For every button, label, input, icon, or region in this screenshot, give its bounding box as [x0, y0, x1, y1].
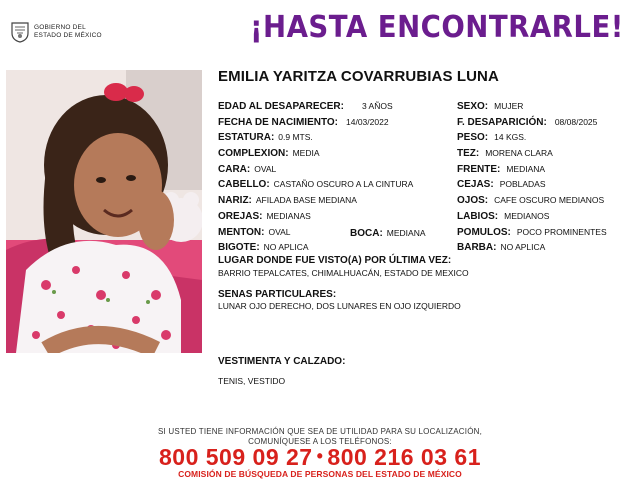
field-label: SEXO:	[457, 101, 489, 112]
phone-number-2[interactable]: 800 216 03 61	[327, 444, 481, 470]
commission-name: COMISIÓN DE BÚSQUEDA DE PERSONAS DEL ESTADO DE MÉXICO	[178, 469, 462, 479]
phone-number-1[interactable]: 800 509 09 27	[159, 444, 313, 470]
marks-label: SENAS PARTICULARES:	[218, 289, 337, 300]
field-label: CABELLO:	[218, 179, 270, 190]
field-value: MEDIA	[292, 148, 320, 158]
phone-numbers	[0, 444, 640, 471]
footer-info-line2: COMUNÍQUESE A LOS TELÉFONOS:	[248, 437, 392, 446]
field-label: FRENTE:	[457, 164, 501, 175]
field-value: 14 KGS.	[494, 132, 527, 142]
field-value: OVAL	[268, 227, 291, 237]
field-label: CEJAS:	[457, 179, 494, 190]
field-value: CASTAÑO OSCURO A LA CINTURA	[273, 179, 414, 189]
marks-value: LUNAR OJO DERECHO, DOS LUNARES EN OJO IZQUIERDO	[218, 301, 461, 311]
field-label: COMPLEXION:	[218, 148, 289, 159]
field-value: AFILADA BASE MEDIANA	[255, 195, 357, 205]
child-portrait-illustration	[6, 70, 202, 353]
government-logo	[10, 18, 120, 46]
field-label: ESTATURA:	[218, 132, 275, 143]
person-name: EMILIA YARITZA COVARRUBIAS LUNA	[218, 68, 499, 85]
field-value: 08/08/2025	[554, 117, 598, 127]
field-label: NARIZ:	[218, 195, 252, 206]
coat-of-arms-icon	[10, 21, 30, 43]
last-seen-label: LUGAR DONDE FUE VISTO(A) POR ÚLTIMA VEZ:	[218, 255, 452, 266]
field-value: 14/03/2022	[346, 117, 389, 127]
field-label: CARA:	[218, 164, 251, 175]
clothing-label: VESTIMENTA Y CALZADO:	[218, 356, 346, 367]
field-label: OREJAS:	[218, 211, 263, 222]
field-label: F. DESAPARICIÓN:	[457, 117, 547, 128]
field-label: BOCA:	[350, 228, 383, 239]
field-value: NO APLICA	[500, 242, 546, 252]
field-label: POMULOS:	[457, 227, 511, 238]
field-barba	[457, 237, 545, 255]
logo-text-line2: ESTADO DE MÉXICO	[34, 32, 102, 39]
field-value: POBLADAS	[499, 179, 546, 189]
field-label: FECHA DE NACIMIENTO:	[218, 117, 338, 128]
field-value: CAFE OSCURO MEDIANOS	[494, 195, 605, 205]
field-label: TEZ:	[457, 148, 480, 159]
missing-person-photo	[6, 70, 202, 353]
field-value: MEDIANOS	[504, 211, 550, 221]
field-label: OJOS:	[457, 195, 489, 206]
field-value: MEDIANA	[506, 164, 546, 174]
field-value: 0.9 MTS.	[278, 132, 313, 142]
field-value: MEDIANA	[386, 228, 426, 238]
phone-separator: •	[316, 446, 324, 466]
field-value: POCO PROMINENTES	[516, 227, 607, 237]
footer-info-line1: SI USTED TIENE INFORMACIÓN QUE SEA DE UTILIDAD PARA SU LOCALIZACIÓN,	[157, 427, 483, 436]
headline: ¡HASTA ENCONTRARLE!	[250, 10, 624, 45]
logo-text-line1: GOBIERNO DEL	[34, 24, 86, 31]
field-label: LABIOS:	[457, 211, 499, 222]
field-bigote	[218, 237, 309, 255]
field-value: MORENA CLARA	[485, 148, 553, 158]
field-label: EDAD AL DESAPARECER:	[218, 101, 344, 112]
field-value: 3 AÑOS	[361, 101, 393, 111]
field-label: BIGOTE:	[218, 242, 260, 253]
field-value: OVAL	[254, 164, 277, 174]
field-label: PESO:	[457, 132, 489, 143]
field-value: NO APLICA	[263, 242, 309, 252]
field-value: MUJER	[494, 101, 524, 111]
field-label: BARBA:	[457, 242, 497, 253]
last-seen-value: BARRIO TEPALCATES, CHIMALHUACÁN, ESTADO DE MEXICO	[218, 268, 469, 278]
field-label: MENTON:	[218, 227, 265, 238]
field-value: MEDIANAS	[266, 211, 311, 221]
field-boca	[350, 223, 426, 241]
clothing-value: TENIS, VESTIDO	[218, 376, 286, 386]
